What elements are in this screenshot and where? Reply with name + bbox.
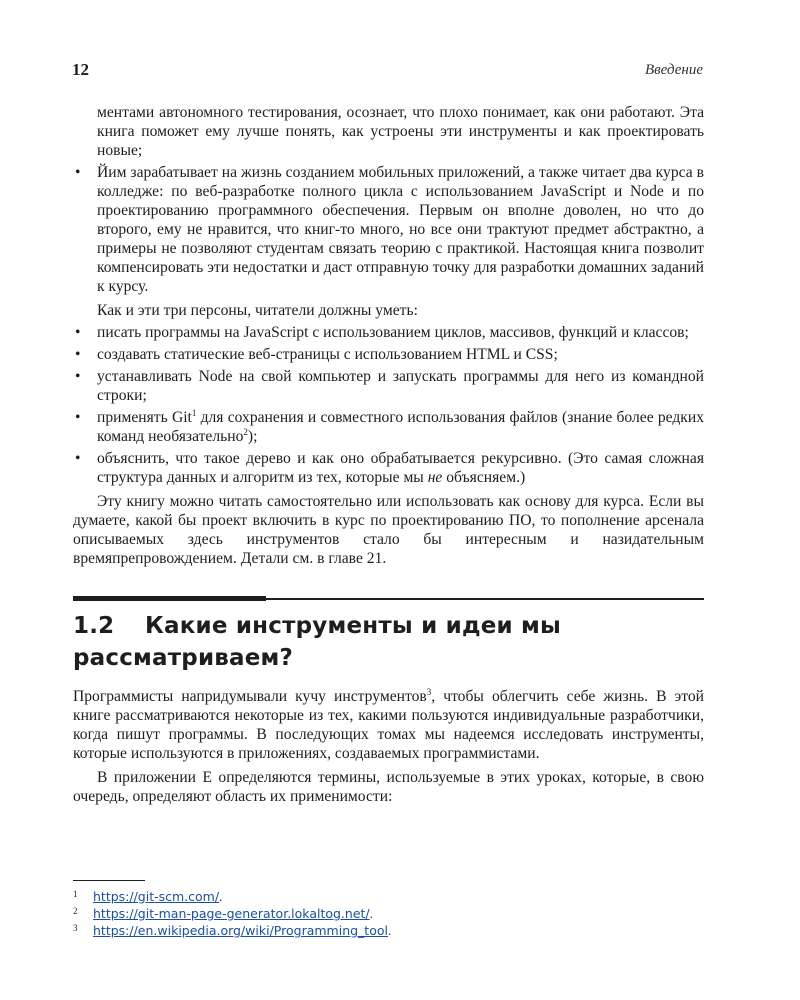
footnote-item — [73, 888, 704, 905]
course-paragraph: Эту книгу можно читать самостоятельно или использовать как основу для курса. Если вы думаете, какой бы проект включить в курс по проектированию ПО, то пополнение арсенала описываемых здесь инструментов стало бы интересным и назидательным времяпрепровождением. Детали см. в главе 21. — [73, 493, 704, 567]
list-item — [73, 449, 704, 487]
section-paragraph: В приложении Е определяются термины, используемые в этих уроках, которые, в свою очередь, определяют область их применимости: — [73, 769, 704, 805]
list-item-text: Йим зарабатывает на жизнь созданием мобильных приложений, а также читает два курса в колледже: по веб-разработке полного цикла с использованием JavaScript и Node и по проектированию программного обеспечения. Первым он вполне доволен, но что до второго, ему не нравится, что книг-то много, но все они трактуют предмет абстрактно, а примеры не позволяют студентам связать теорию с практикой. Настоящая книга позволит компенсировать эти недостатки и даст отправную точку для разработки домашних заданий к курсу. — [97, 164, 704, 295]
footnote-ref-2[interactable]: 2 — [243, 426, 248, 437]
section-title: Какие инструменты и идеи мы рассматриваем? — [73, 613, 562, 671]
paragraph-text: Программисты напридумывали кучу инструментов — [73, 688, 427, 705]
list-item — [73, 323, 704, 342]
page-number: 12 — [72, 60, 89, 79]
footnote-item — [73, 922, 704, 939]
footnote-link[interactable]: https://git-man-page-generator.lokaltog.net/ — [93, 906, 370, 921]
section-rule-thick — [73, 596, 266, 601]
bullet-dot-icon: • — [75, 164, 81, 181]
list-item-text: ); — [247, 428, 258, 445]
list-item-text: устанавливать Node на свой компьютер и запускать программы для него из командной строки; — [97, 368, 704, 404]
bullet-continuation: ментами автономного тестирования, осознает, что плохо понимает, как они работают. Эта книга поможет ему лучше понять, как устроены эти инструменты и как проектировать новые; — [97, 104, 704, 159]
footnote-rule — [73, 880, 145, 881]
page-body — [73, 103, 704, 806]
footnote-item — [73, 905, 704, 922]
footnote-mark: 3 — [73, 923, 78, 933]
bullet-dot-icon: • — [75, 346, 81, 363]
list-item-text: для сохранения и совместного использования файлов (знание более редких команд необязательно — [97, 409, 704, 445]
bullet-dot-icon: • — [75, 324, 81, 341]
section-paragraph — [73, 687, 704, 763]
footnote-link[interactable]: https://en.wikipedia.org/wiki/Programming_tool — [93, 923, 388, 938]
footnote-ref-1[interactable]: 1 — [191, 407, 197, 418]
running-title: Введение — [645, 62, 703, 78]
list-item-text: объяснить, что такое дерево и как оно обрабатывается рекурсивно. (Это самая сложная структура данных и алгоритм из тех, которые мы — [97, 450, 704, 486]
bullet-dot-icon: • — [75, 409, 81, 426]
emphasis: не — [427, 469, 443, 486]
list-item — [73, 408, 704, 446]
list-item-text: писать программы на JavaScript с использованием циклов, массивов, функций и классов; — [97, 324, 689, 341]
footnotes — [73, 888, 704, 939]
section-heading — [73, 610, 704, 674]
footnote-link[interactable]: https://git-scm.com/ — [93, 889, 220, 904]
footnote-mark: 1 — [73, 889, 78, 899]
list-item-persona — [73, 163, 704, 296]
list-item — [73, 367, 704, 405]
paragraph-text: , чтобы облегчить себе жизнь. В этой книге рассматриваются некоторые из тех, какими пользуются индивидуальные разработчики, когда пишут программы. В последующих томах мы надеемся исследовать инструменты, которые используются в приложениях, создаваемых программистами. — [73, 688, 704, 762]
footnote-mark: 2 — [73, 906, 78, 916]
section-number: 1.2 — [73, 613, 115, 639]
bullet-dot-icon: • — [75, 450, 81, 467]
list-item-text: объясняем.) — [442, 469, 526, 486]
footnote-tail: . — [369, 906, 373, 921]
footnote-ref-3[interactable]: 3 — [426, 686, 432, 697]
bullet-dot-icon: • — [75, 368, 81, 385]
footnote-tail: . — [387, 923, 392, 938]
list-item-text: применять Git — [97, 409, 192, 426]
list-item-text: создавать статические веб-страницы с использованием HTML и CSS; — [97, 346, 558, 363]
skills-intro: Как и эти три персоны, читатели должны уметь: — [97, 302, 418, 319]
section-rule — [73, 596, 704, 604]
list-item — [73, 345, 704, 364]
footnote-tail: . — [219, 889, 223, 904]
